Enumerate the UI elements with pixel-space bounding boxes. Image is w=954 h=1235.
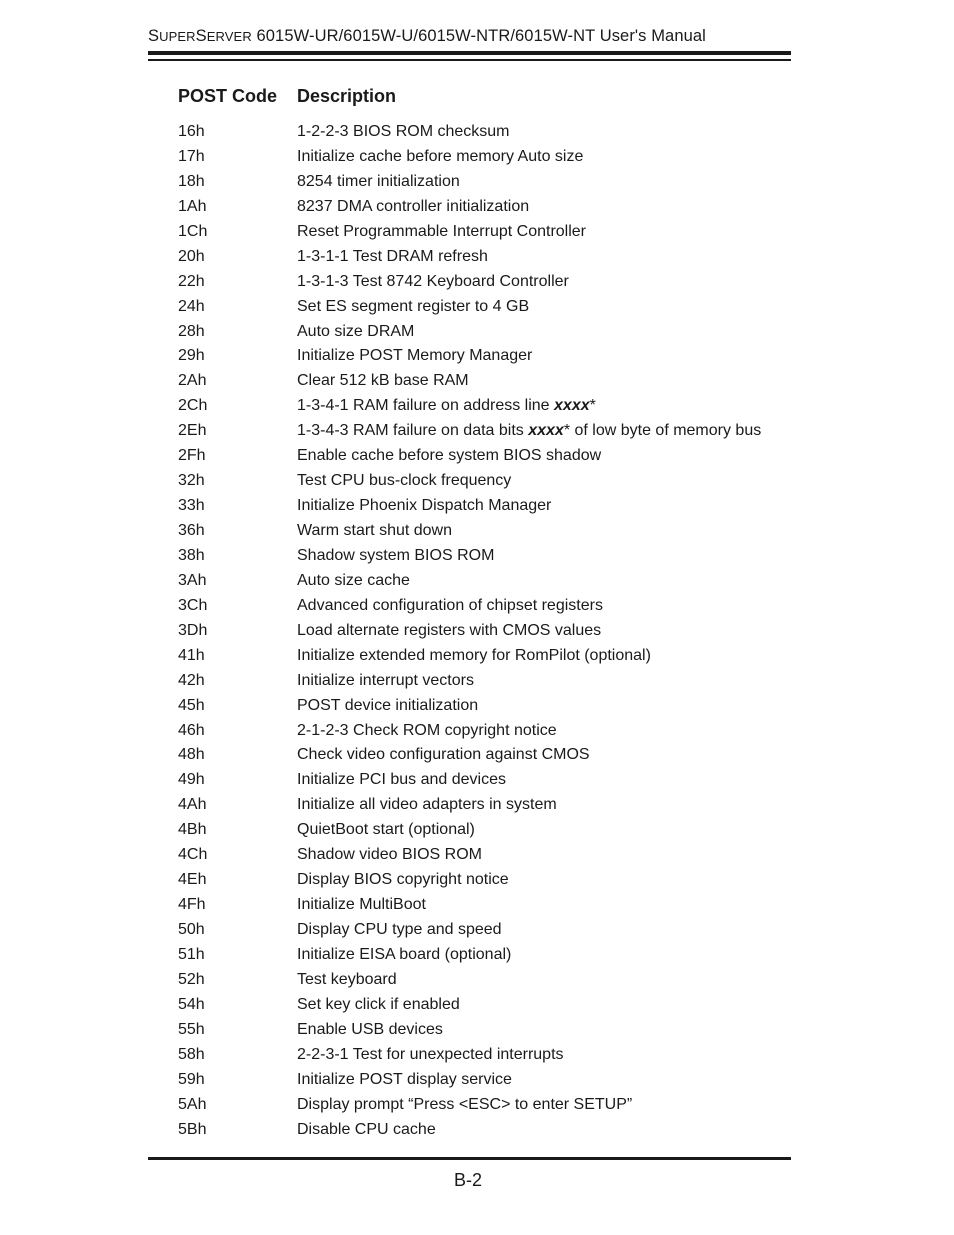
- description-text: Auto size DRAM: [297, 322, 415, 340]
- header-smallcaps-1: UPER: [159, 29, 196, 44]
- description-text: Warm start shut down: [297, 522, 453, 539]
- description-text: Display BIOS copyright notice: [297, 871, 509, 889]
- header-rule-thin: [148, 59, 791, 61]
- header-title-rest: 6015W-UR/6015W-U/6015W-NTR/6015W-NT User's Manual: [251, 27, 706, 45]
- table-row: [178, 170, 791, 195]
- table-row: [178, 494, 791, 519]
- post-code-cell: 2Ch: [178, 397, 208, 415]
- description-text: Test CPU bus-clock frequency: [297, 472, 512, 490]
- description-cell: [297, 1018, 443, 1043]
- description-text: Clear 512 kB base RAM: [297, 372, 469, 390]
- description-text: Advanced configuration of chipset registers: [297, 596, 603, 614]
- table-row: [178, 220, 791, 245]
- description-cell: [297, 170, 460, 195]
- description-text: 2-2-3-1 Test for unexpected interrupts: [297, 1045, 564, 1063]
- description-text: Shadow system BIOS ROM: [297, 546, 495, 564]
- post-code-cell: 32h: [178, 472, 205, 490]
- description-cell: [297, 145, 583, 170]
- table-row: [178, 868, 791, 893]
- description-text: Disable CPU cache: [297, 1120, 436, 1138]
- table-row: [178, 694, 791, 719]
- description-cell: [297, 768, 506, 793]
- post-code-cell: 49h: [178, 771, 205, 789]
- post-code-cell: 2Eh: [178, 422, 207, 440]
- description-cell: [297, 918, 502, 943]
- table-row: [178, 145, 791, 170]
- post-code-cell: 59h: [178, 1070, 205, 1088]
- description-cell: [297, 1093, 632, 1118]
- post-code-cell: 1Ch: [178, 222, 208, 240]
- table-row: [178, 768, 791, 793]
- table-row: [178, 270, 791, 295]
- description-text: 1-3-1-3 Test 8742 Keyboard Controller: [297, 272, 569, 290]
- description-text-suffix: *: [589, 397, 596, 415]
- description-cell: [297, 519, 452, 544]
- description-text: 8237 DMA controller initialization: [297, 197, 530, 215]
- table-row: [178, 320, 791, 345]
- description-text: 2-1-2-3 Check ROM copyright notice: [297, 721, 557, 739]
- post-code-cell: 4Ah: [178, 796, 207, 814]
- description-cell: [297, 694, 478, 719]
- description-cell: [297, 295, 529, 320]
- post-code-cell: 46h: [178, 721, 205, 739]
- table-row: [178, 120, 791, 145]
- description-text: Auto size cache: [297, 571, 410, 589]
- description-cell: [297, 868, 509, 893]
- description-text: Display CPU type and speed: [297, 921, 502, 938]
- table-row: [178, 1018, 791, 1043]
- description-text: Initialize MultiBoot: [297, 896, 426, 914]
- post-code-cell: 1Ah: [178, 197, 207, 215]
- post-code-cell: 4Bh: [178, 821, 207, 839]
- description-cell: [297, 369, 469, 394]
- post-code-cell: 24h: [178, 297, 205, 315]
- running-header: [148, 27, 706, 46]
- table-row: [178, 1118, 791, 1143]
- table-row: [178, 1043, 791, 1068]
- description-text: Set key click if enabled: [297, 995, 460, 1013]
- post-code-cell: 18h: [178, 172, 205, 190]
- table-row: [178, 619, 791, 644]
- placeholder-variable: xxxx: [554, 397, 590, 415]
- description-cell: [297, 793, 557, 818]
- post-code-table: [178, 120, 791, 1142]
- post-code-cell: 58h: [178, 1045, 205, 1063]
- post-code-cell: 42h: [178, 671, 205, 689]
- table-row: [178, 644, 791, 669]
- description-text: Initialize extended memory for RomPilot (optional): [297, 646, 651, 664]
- description-cell: [297, 394, 596, 419]
- description-cell: [297, 245, 488, 270]
- description-text: 1-3-4-1 RAM failure on address line: [297, 397, 555, 415]
- description-cell: [297, 195, 529, 220]
- post-code-cell: 29h: [178, 347, 205, 365]
- header-smallcaps-2: ERVER: [206, 29, 252, 44]
- footer-rule: [148, 1157, 791, 1160]
- description-text: Initialize POST Memory Manager: [297, 347, 533, 365]
- description-cell: [297, 120, 510, 145]
- table-row: [178, 843, 791, 868]
- description-cell: [297, 344, 532, 369]
- table-row: [178, 569, 791, 594]
- post-code-cell: 48h: [178, 746, 205, 764]
- column-header-post-code: POST Code: [178, 86, 278, 106]
- post-code-cell: 33h: [178, 497, 205, 515]
- description-cell: [297, 220, 586, 245]
- description-cell: [297, 943, 511, 968]
- description-cell: [297, 1068, 512, 1093]
- post-code-cell: 52h: [178, 970, 205, 988]
- description-text-suffix: * of low byte of memory bus: [563, 422, 762, 440]
- description-cell: [297, 644, 651, 669]
- description-text: Initialize Phoenix Dispatch Manager: [297, 497, 552, 515]
- description-cell: [297, 818, 475, 843]
- description-text: Initialize PCI bus and devices: [297, 771, 506, 789]
- post-code-cell: 41h: [178, 646, 205, 664]
- table-row: [178, 669, 791, 694]
- description-text: 1-3-1-1 Test DRAM refresh: [297, 247, 488, 265]
- description-text: 1-2-2-3 BIOS ROM checksum: [297, 123, 510, 140]
- post-code-cell: 17h: [178, 147, 205, 165]
- post-code-cell: 3Ch: [178, 596, 208, 614]
- table-row: [178, 344, 791, 369]
- description-text: Check video configuration against CMOS: [297, 746, 590, 764]
- post-code-cell: 3Ah: [178, 571, 207, 589]
- post-code-cell: 22h: [178, 272, 205, 290]
- table-row: [178, 295, 791, 320]
- description-text: Set ES segment register to 4 GB: [297, 297, 530, 315]
- post-code-cell: 45h: [178, 696, 205, 714]
- description-cell: [297, 619, 601, 644]
- description-text: 1-3-4-3 RAM failure on data bits: [297, 422, 529, 440]
- description-cell: [297, 444, 601, 469]
- description-text: 8254 timer initialization: [297, 172, 460, 190]
- description-text: Initialize cache before memory Auto size: [297, 147, 584, 165]
- description-cell: [297, 569, 410, 594]
- table-row: [178, 419, 791, 444]
- description-text: QuietBoot start (optional): [297, 821, 475, 839]
- post-code-cell: 4Ch: [178, 846, 208, 864]
- post-code-cell: 36h: [178, 522, 205, 539]
- header-rule-thick: [148, 51, 791, 55]
- description-cell: [297, 544, 494, 569]
- table-row: [178, 544, 791, 569]
- table-row: [178, 793, 791, 818]
- description-cell: [297, 669, 474, 694]
- post-code-cell: 51h: [178, 945, 205, 963]
- table-row: [178, 993, 791, 1018]
- description-cell: [297, 320, 414, 345]
- post-code-cell: 16h: [178, 123, 205, 140]
- post-code-cell: 20h: [178, 247, 205, 265]
- description-cell: [297, 1043, 564, 1068]
- post-code-cell: 4Fh: [178, 896, 206, 914]
- table-row: [178, 719, 791, 744]
- page-number: B-2: [454, 1170, 483, 1190]
- table-row: [178, 245, 791, 270]
- description-cell: [297, 419, 761, 444]
- description-text: Initialize all video adapters in system: [297, 796, 557, 814]
- header-initial-s1: S: [148, 27, 160, 45]
- table-row: [178, 394, 791, 419]
- table-row: [178, 369, 791, 394]
- table-row: [178, 519, 791, 544]
- description-cell: [297, 968, 397, 993]
- post-code-cell: 5Ah: [178, 1095, 207, 1113]
- column-header-description: Description: [297, 86, 397, 106]
- table-row: [178, 893, 791, 918]
- table-row: [178, 918, 791, 943]
- post-code-cell: 50h: [178, 921, 205, 938]
- table-row: [178, 195, 791, 220]
- description-cell: [297, 469, 511, 494]
- description-text: Initialize interrupt vectors: [297, 671, 474, 689]
- table-row: [178, 1068, 791, 1093]
- table-row: [178, 1093, 791, 1118]
- post-code-cell: 54h: [178, 995, 205, 1013]
- post-code-cell: 28h: [178, 322, 205, 340]
- description-text: POST device initialization: [297, 696, 479, 714]
- description-cell: [297, 893, 426, 918]
- post-code-cell: 5Bh: [178, 1120, 207, 1138]
- description-text: Test keyboard: [297, 970, 397, 988]
- description-cell: [297, 743, 590, 768]
- description-cell: [297, 1118, 436, 1143]
- post-code-cell: 38h: [178, 546, 205, 564]
- table-row: [178, 743, 791, 768]
- table-row: [178, 943, 791, 968]
- description-text: Shadow video BIOS ROM: [297, 846, 482, 864]
- description-cell: [297, 594, 603, 619]
- table-row: [178, 594, 791, 619]
- placeholder-variable: xxxx: [528, 422, 564, 440]
- description-cell: [297, 494, 551, 519]
- description-cell: [297, 719, 557, 744]
- description-text: Enable USB devices: [297, 1020, 443, 1038]
- post-code-cell: 2Fh: [178, 447, 206, 465]
- description-text: Reset Programmable Interrupt Controller: [297, 222, 587, 240]
- table-row: [178, 444, 791, 469]
- description-text: Initialize EISA board (optional): [297, 945, 512, 963]
- description-text: Load alternate registers with CMOS values: [297, 621, 602, 639]
- table-row: [178, 469, 791, 494]
- post-code-cell: 55h: [178, 1020, 205, 1038]
- header-initial-s2: S: [195, 27, 207, 45]
- description-cell: [297, 843, 482, 868]
- description-cell: [297, 993, 460, 1018]
- description-text: Enable cache before system BIOS shadow: [297, 447, 602, 465]
- description-text: Initialize POST display service: [297, 1070, 512, 1088]
- post-code-cell: 4Eh: [178, 871, 207, 889]
- post-code-cell: 3Dh: [178, 621, 208, 639]
- description-text: Display prompt “Press <ESC> to enter SETUP”: [297, 1095, 633, 1113]
- description-cell: [297, 270, 569, 295]
- post-code-cell: 2Ah: [178, 372, 207, 390]
- table-row: [178, 818, 791, 843]
- table-row: [178, 968, 791, 993]
